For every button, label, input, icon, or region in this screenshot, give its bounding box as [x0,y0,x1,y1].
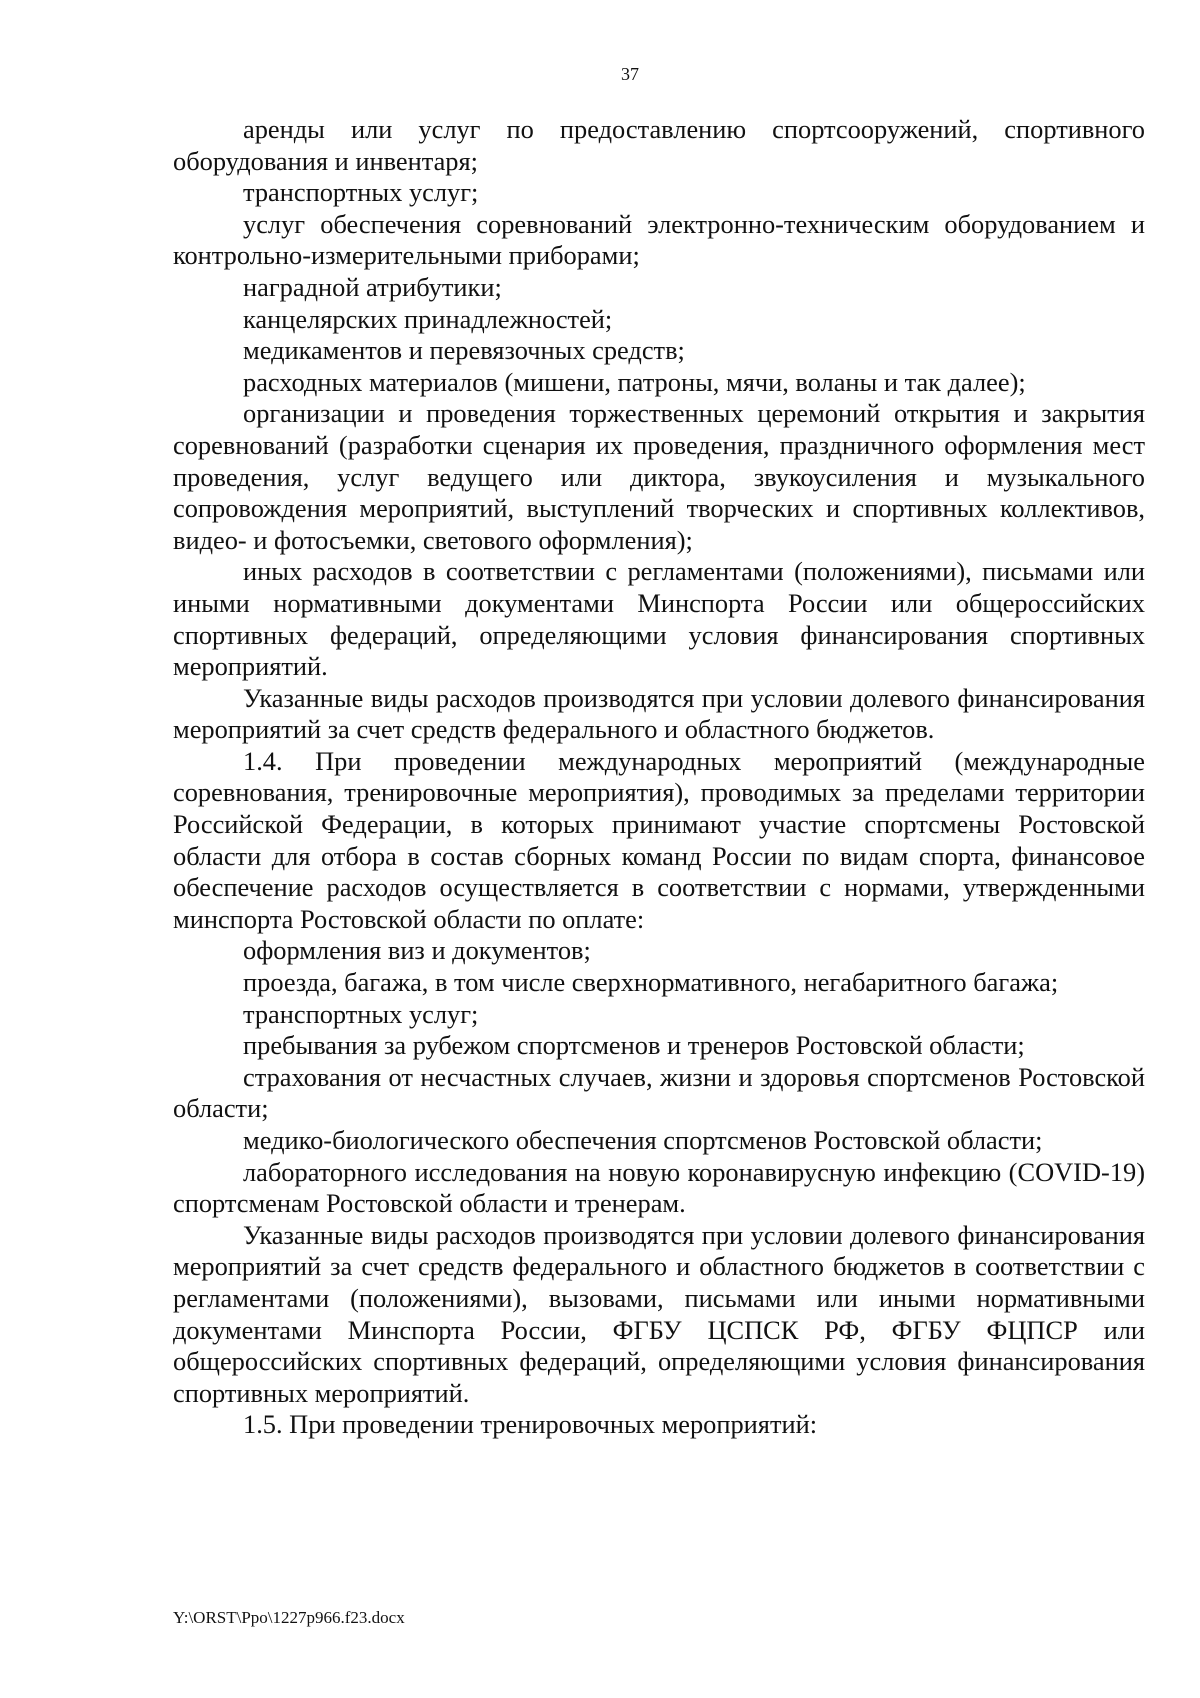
document-body [173,114,1145,1441]
paragraph: лабораторного исследования на новую коронавирусную инфекцию (COVID-19) спортсменам Ростовской области и тренерам. [173,1156,1145,1219]
paragraph: Указанные виды расходов производятся при условии долевого финансирования мероприятий за счет средств федерального и областного бюджетов. [173,682,1145,745]
paragraph: аренды или услуг по предоставлению спортсооружений, спортивного оборудования и инвентаря; [173,114,1145,176]
paragraph: проезда, багажа, в том числе сверхнормативного, негабаритного багажа; [243,967,1059,998]
paragraph: канцелярских принадлежностей; [243,303,613,334]
paragraph: наградной атрибутики; [243,271,502,302]
paragraph: 1.5. При проведении тренировочных мероприятий: [243,1409,818,1440]
paragraph: услуг обеспечения соревнований электронно-техническим оборудованием и контрольно-измерительными приборами; [173,208,1145,271]
paragraph: транспортных услуг; [243,177,479,208]
paragraph: пребывания за рубежом спортсменов и тренеров Ростовской области; [243,1030,1025,1061]
paragraph: транспортных услуг; [243,998,479,1029]
paragraph: 1.4. При проведении международных мероприятий (международные соревнования, тренировочные мероприятия), проводимых за пределами территории Российской Федерации, в которых принимают участие спортсмены Ростовской области для отбора в состав сборных команд России по видам спорта, финансовое обеспечение расходов осуществляется в соответствии с нормами, утвержденными минспорта Ростовской области по оплате: [173,745,1145,934]
paragraph: Указанные виды расходов производятся при условии долевого финансирования мероприятий за счет средств федерального и областного бюджетов в соответствии с регламентами (положениями), вызовами, письмами или иными нормативными документами Минспорта России, ФГБУ ЦСПСК РФ, ФГБУ ФЦПСР или общероссийских спортивных федераций, определяющими условия финансирования спортивных мероприятий. [173,1219,1145,1408]
paragraph: оформления виз и документов; [243,935,591,966]
footer-file-path: Y:\ORST\Ppo\1227p966.f23.docx [173,1608,405,1627]
paragraph: медикаментов и перевязочных средств; [243,335,685,366]
page-number: 37 [621,64,639,84]
paragraph: страхования от несчастных случаев, жизни и здоровья спортсменов Ростовской области; [173,1061,1145,1124]
paragraph: медико-биологического обеспечения спортсменов Ростовской области; [243,1125,1043,1155]
paragraph: расходных материалов (мишени, патроны, мячи, воланы и так далее); [243,366,1026,397]
paragraph: иных расходов в соответствии с регламентами (положениями), письмами или иными нормативными документами Минспорта России или общероссийских спортивных федераций, определяющими условия финансирования спортивных мероприятий. [173,556,1145,682]
paragraph: организации и проведения торжественных церемоний открытия и закрытия соревнований (разработки сценария их проведения, праздничного оформления мест проведения, услуг ведущего или диктора, звукоусиления и музыкального сопровождения мероприятий, выступлений творческих и спортивных коллективов, видео- и фотосъемки, светового оформления); [173,398,1145,555]
